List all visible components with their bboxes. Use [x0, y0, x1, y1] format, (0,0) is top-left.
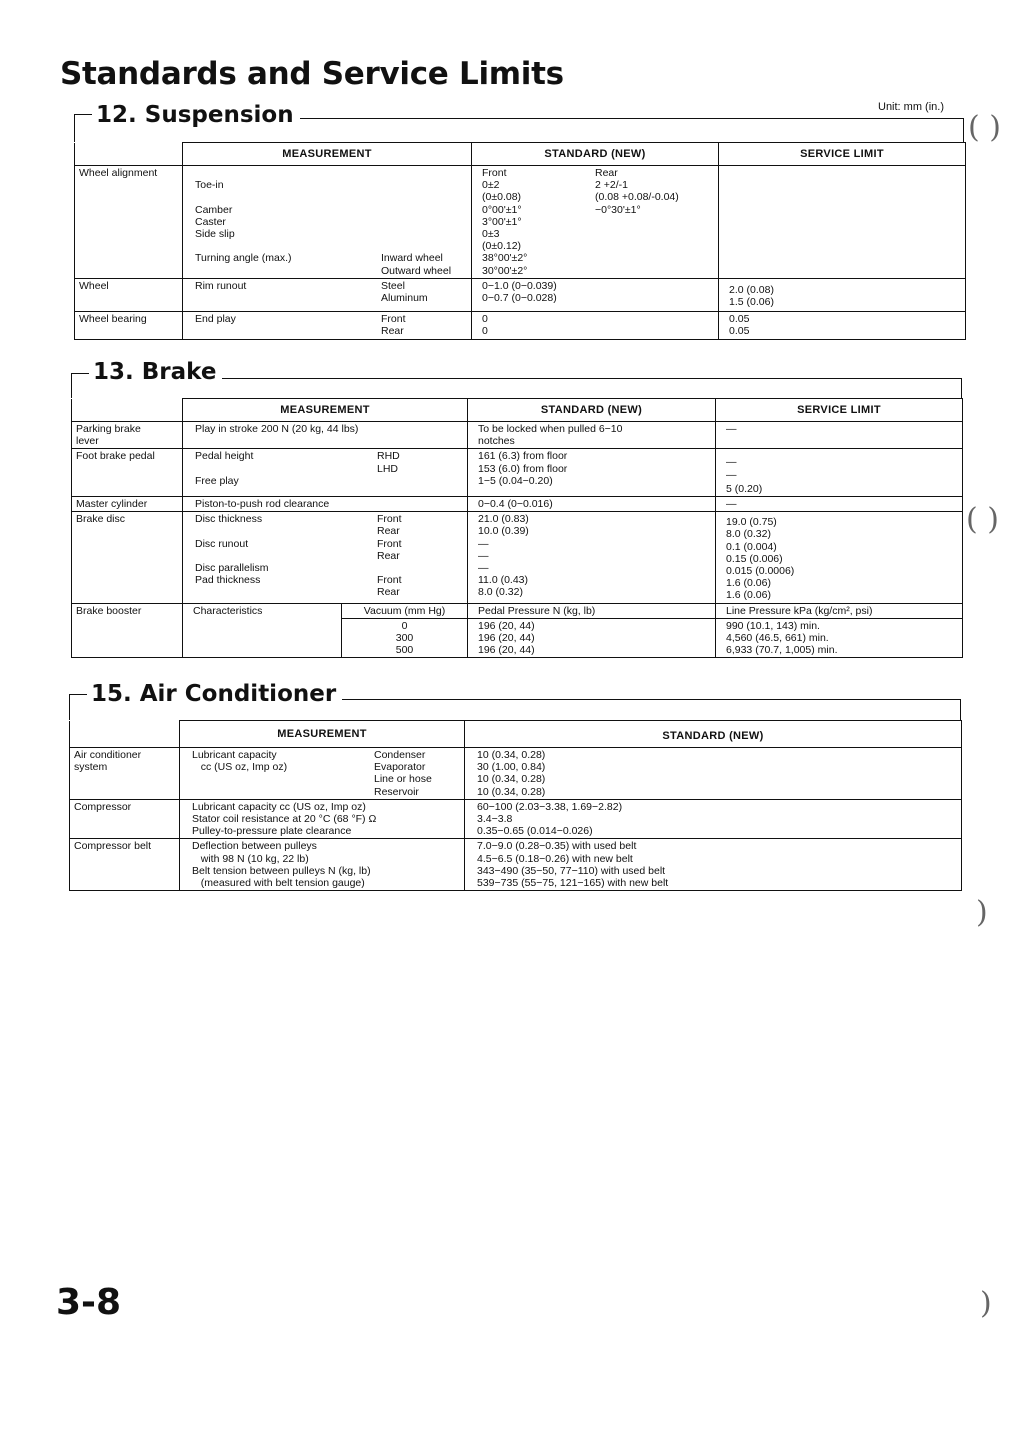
standard-text: 38°00'±2°	[482, 252, 528, 265]
standard-text: 153 (6.0) from floor	[478, 462, 568, 475]
item-text: Compressor belt	[74, 840, 152, 853]
service-limit-cell	[719, 278, 966, 311]
measurement-text: Camber	[195, 203, 233, 216]
measurement-sub: Rear	[377, 549, 400, 562]
standard-text: 11.0 (0.43)	[478, 574, 529, 587]
standard-text: 30 (1.00, 0.84)	[477, 761, 546, 774]
standard-cell	[465, 799, 962, 839]
limit-text: 0.015 (0.0006)	[726, 564, 795, 577]
standard-text: 0°00'±1°	[482, 203, 522, 216]
measurement-text	[195, 586, 269, 598]
standard-text: 10 (0.34, 0.28)	[477, 749, 546, 761]
standard-text: 0±2	[482, 179, 500, 192]
standard-text: 10 (0.34, 0.28)	[477, 773, 546, 786]
blank-header	[72, 399, 183, 422]
line-pressure-header: Line Pressure kPa (kg/cm², psi)	[716, 603, 963, 618]
measurement-text	[195, 191, 291, 203]
page-number: 3-8	[56, 1282, 122, 1323]
service-limit-header: SERVICE LIMIT	[716, 399, 963, 422]
measurement-text: Free play	[195, 474, 239, 487]
limit-text: 19.0 (0.75)	[726, 516, 777, 529]
vacuum-value: 300	[395, 632, 414, 644]
item-wheel-alignment: Wheel alignment	[75, 166, 183, 279]
measurement-text: Pedal height	[195, 450, 254, 463]
item-compressor-belt	[70, 839, 180, 891]
measurement-cell	[183, 496, 468, 511]
limit-text: —	[726, 497, 737, 510]
measurement-text	[195, 265, 291, 277]
measurement-text: Toe-in	[195, 179, 224, 192]
table-row	[72, 449, 963, 497]
section-bracket	[71, 373, 72, 398]
table-row	[75, 312, 966, 339]
measurement-text	[195, 325, 236, 337]
standard-text: 0	[482, 325, 488, 338]
standard-cell	[472, 312, 719, 339]
binder-hole-mark: )	[980, 1286, 992, 1321]
item-wheel: Wheel	[75, 278, 183, 311]
section-rule	[222, 378, 962, 379]
limit-text: 8.0 (0.32)	[726, 528, 771, 541]
vacuum-value: 500	[395, 644, 414, 657]
measurement-sub	[381, 216, 467, 228]
measurement-sub: Steel	[381, 279, 405, 292]
measurement-text: Lubricant capacity cc (US oz, Imp oz)	[192, 800, 366, 813]
measurement-cell	[183, 312, 472, 339]
limit-text: 2.0 (0.08)	[729, 283, 774, 296]
standard-text: −0°30'±1°	[595, 203, 641, 216]
standard-text: 0−0.7 (0−0.028)	[482, 292, 557, 305]
section-bracket	[963, 118, 964, 142]
service-limit-cell	[716, 512, 963, 603]
measurement-sub: Rear	[377, 586, 400, 599]
measurement-text: Disc thickness	[195, 513, 263, 526]
pedal-pressure-value: 196 (20, 44)	[478, 644, 535, 657]
standard-cell	[468, 449, 716, 497]
section-heading-air-conditioner: 15. Air Conditioner	[87, 681, 342, 707]
measurement-text: Lubricant capacity	[192, 749, 277, 761]
measurement-text	[195, 240, 291, 252]
measurement-header: MEASUREMENT	[183, 399, 468, 422]
standard-text: To be locked when pulled 6−10	[478, 423, 623, 435]
standard-text: (0±0.12)	[482, 240, 522, 253]
measurement-text: Turning angle (max.)	[195, 252, 292, 265]
measurement-text: Caster	[195, 215, 226, 228]
characteristics-cell: Characteristics	[183, 603, 342, 658]
vacuum-value: 0	[401, 619, 408, 632]
measurement-sub	[377, 562, 463, 574]
limit-text: 1.5 (0.06)	[729, 296, 774, 309]
item-text: Compressor	[74, 800, 132, 813]
item-master-cylinder	[72, 496, 183, 511]
service-limit-cell	[716, 449, 963, 497]
standard-cell	[472, 166, 719, 279]
table-row	[72, 512, 963, 603]
item-text: Master cylinder	[76, 497, 148, 510]
section-heading-brake: 13. Brake	[89, 359, 222, 385]
measurement-text: Pulley-to-pressure plate clearance	[192, 825, 352, 838]
standard-text: 0−1.0 (0−0.039)	[482, 279, 557, 292]
binder-hole-mark: ( )	[968, 110, 1001, 145]
measurement-cell	[180, 748, 465, 800]
measurement-cell	[183, 512, 468, 603]
measurement-text: Disc runout	[195, 537, 249, 550]
suspension-table	[74, 142, 966, 340]
standard-cell	[468, 512, 716, 603]
section-bracket	[69, 694, 70, 720]
limit-text: 0.15 (0.006)	[726, 552, 783, 565]
pedal-pressure-values	[468, 618, 716, 658]
standard-text: 8.0 (0.32)	[478, 586, 523, 599]
limit-text: 0.1 (0.004)	[726, 540, 777, 553]
measurement-sub: Line or hose	[374, 773, 432, 786]
brake-table	[71, 398, 963, 658]
table-row	[75, 166, 966, 279]
measurement-cell	[183, 422, 468, 449]
standard-text: —	[478, 549, 489, 562]
page-title: Standards and Service Limits	[60, 56, 564, 92]
measurement-sub: Aluminum	[381, 292, 428, 305]
service-limit-cell	[719, 312, 966, 339]
table-row	[72, 422, 963, 449]
section-bracket	[74, 114, 75, 142]
air-conditioner-table	[69, 720, 962, 891]
vacuum-values	[342, 618, 468, 658]
standard-cell	[468, 496, 716, 511]
standard-text: 161 (6.3) from floor	[478, 450, 568, 463]
measurement-sub: Evaporator	[374, 761, 426, 774]
line-pressure-values	[716, 618, 963, 658]
standard-text: 21.0 (0.83)	[478, 513, 529, 526]
measurement-text: cc (US oz, Imp oz)	[192, 761, 288, 774]
item-brake-booster: Brake booster	[72, 603, 183, 658]
measurement-sub: Front	[377, 537, 402, 550]
item-text: system	[74, 761, 108, 774]
line-pressure-value: 4,560 (46.5, 661) min.	[726, 632, 829, 644]
measurement-sub	[381, 204, 467, 216]
measurement-header: MEASUREMENT	[180, 721, 465, 748]
standard-text: —	[478, 561, 489, 574]
standard-text: Front	[482, 167, 507, 179]
line-pressure-value: 6,933 (70.7, 1,005) min.	[726, 644, 838, 657]
standard-text: 539−735 (55−75, 121−165) with new belt	[477, 877, 669, 890]
measurement-text: Piston-to-push rod clearance	[195, 497, 330, 510]
measurement-text: Rim runout	[195, 279, 247, 292]
measurement-text	[195, 525, 269, 537]
standard-text: 0−0.4 (0−0.016)	[478, 497, 553, 510]
limit-text	[726, 450, 958, 458]
item-wheel-bearing: Wheel bearing	[75, 312, 183, 339]
standard-text: Rear	[595, 167, 618, 179]
measurement-cell	[183, 166, 472, 279]
measurement-sub	[381, 228, 467, 240]
item-text: lever	[76, 435, 99, 448]
standard-header: STANDARD (NEW)	[465, 721, 962, 748]
service-limit-cell	[719, 166, 966, 279]
measurement-text	[195, 463, 253, 475]
blank-header	[70, 721, 180, 748]
standard-text: 60−100 (2.03−3.38, 1.69−2.82)	[477, 800, 623, 813]
measurement-text: with 98 N (10 kg, 22 lb)	[192, 852, 309, 865]
standard-header: STANDARD (NEW)	[468, 399, 716, 422]
item-text: Brake disc	[76, 513, 126, 526]
standard-text: (0±0.08)	[482, 191, 522, 204]
limit-text: 1.6 (0.06)	[726, 589, 771, 602]
limit-text: 0.05	[729, 325, 750, 338]
pedal-pressure-value: 196 (20, 44)	[478, 619, 535, 632]
standard-text: notches	[478, 435, 515, 448]
measurement-sub	[381, 179, 467, 191]
standard-text: 0.35−0.65 (0.014−0.026)	[477, 825, 593, 838]
measurement-text: End play	[195, 313, 236, 326]
item-text: Parking brake	[76, 423, 141, 435]
measurement-cell	[180, 799, 465, 839]
measurement-sub: LHD	[377, 462, 399, 475]
section-rule	[326, 699, 961, 700]
limit-text: —	[726, 468, 737, 481]
standard-text: 343−490 (35−50, 77−110) with used belt	[477, 864, 666, 877]
table-row	[72, 496, 963, 511]
standard-text: —	[478, 537, 489, 550]
limit-text: 1.6 (0.06)	[726, 577, 771, 590]
standard-text: 30°00'±2°	[482, 264, 528, 277]
limit-text: —	[726, 423, 737, 435]
measurement-text	[195, 292, 246, 304]
measurement-sub: RHD	[377, 450, 400, 463]
standard-text: 7.0−9.0 (0.28−0.35) with used belt	[477, 840, 637, 853]
standard-cell	[465, 748, 962, 800]
item-parking-brake-lever	[72, 422, 183, 449]
standard-text: 3°00'±1°	[482, 215, 522, 228]
standard-text: (0.08 +0.08/-0.04)	[595, 191, 679, 204]
standard-cell	[472, 278, 719, 311]
measurement-text: Belt tension between pulleys N (kg, lb)	[192, 864, 371, 877]
table-row	[70, 839, 962, 891]
measurement-text: Disc parallelism	[195, 561, 269, 574]
service-limit-cell	[716, 422, 963, 449]
measurement-sub: Outward wheel	[381, 264, 452, 277]
measurement-sub: Inward wheel	[381, 252, 443, 265]
pedal-pressure-value: 196 (20, 44)	[478, 632, 535, 644]
standard-text: 0	[482, 313, 488, 326]
standard-text: 10 (0.34, 0.28)	[477, 785, 546, 798]
standard-cell	[468, 422, 716, 449]
measurement-cell	[183, 449, 468, 497]
standard-text: 4.5−6.5 (0.18−0.26) with new belt	[477, 852, 633, 865]
measurement-text: (measured with belt tension gauge)	[192, 877, 365, 890]
measurement-text: Play in stroke 200 N (20 kg, 44 lbs)	[195, 423, 359, 435]
item-air-conditioner-system	[70, 748, 180, 800]
section-heading-suspension: 12. Suspension	[92, 102, 300, 128]
measurement-text	[195, 550, 269, 562]
measurement-header: MEASUREMENT	[183, 143, 472, 166]
blank-header	[75, 143, 183, 166]
limit-text: 5 (0.20)	[726, 482, 763, 495]
table-row	[70, 748, 962, 800]
section-bracket	[961, 378, 962, 398]
measurement-text: Stator coil resistance at 20 °C (68 °F) Ω	[192, 813, 377, 826]
measurement-sub: Rear	[377, 525, 400, 538]
item-compressor	[70, 799, 180, 839]
standard-text: 0±3	[482, 228, 500, 241]
measurement-sub: Condenser	[374, 749, 426, 761]
measurement-sub: Front	[377, 574, 402, 587]
service-limit-cell	[716, 496, 963, 511]
measurement-text	[195, 167, 291, 179]
measurement-cell	[183, 278, 472, 311]
item-text: Foot brake pedal	[76, 450, 155, 463]
measurement-text: Pad thickness	[195, 574, 261, 587]
standard-header: STANDARD (NEW)	[472, 143, 719, 166]
measurement-sub: Rear	[381, 325, 404, 338]
section-bracket	[960, 699, 961, 720]
measurement-sub: Front	[377, 513, 402, 526]
measurement-text: Deflection between pulleys	[192, 840, 317, 853]
measurement-sub	[381, 240, 467, 252]
binder-hole-mark: ( )	[966, 502, 999, 537]
service-limit-header: SERVICE LIMIT	[719, 143, 966, 166]
limit-text: 0.05	[729, 313, 750, 326]
standard-text: 10.0 (0.39)	[478, 525, 529, 538]
standard-cell	[465, 839, 962, 891]
measurement-cell	[180, 839, 465, 891]
measurement-sub	[381, 167, 467, 179]
vacuum-header: Vacuum (mm Hg)	[342, 603, 468, 618]
standard-text: 1−5 (0.04−0.20)	[478, 474, 553, 487]
measurement-sub: Reservoir	[374, 785, 419, 798]
standard-text: 2 +2/-1	[595, 179, 628, 192]
measurement-text: Side slip	[195, 227, 235, 240]
limit-text: —	[726, 456, 737, 469]
item-foot-brake-pedal	[72, 449, 183, 497]
item-text: Air conditioner	[74, 749, 142, 761]
binder-hole-mark: )	[976, 895, 988, 930]
standard-text: 3.4−3.8	[477, 813, 513, 826]
table-row	[72, 603, 963, 618]
measurement-sub: Front	[381, 313, 406, 326]
item-brake-disc	[72, 512, 183, 603]
table-row	[75, 278, 966, 311]
table-row	[70, 799, 962, 839]
line-pressure-value: 990 (10.1, 143) min.	[726, 619, 820, 632]
pedal-pressure-header: Pedal Pressure N (kg, lb)	[468, 603, 716, 618]
measurement-sub	[381, 191, 467, 203]
section-rule	[288, 118, 964, 119]
unit-label: Unit: mm (in.)	[878, 101, 944, 113]
